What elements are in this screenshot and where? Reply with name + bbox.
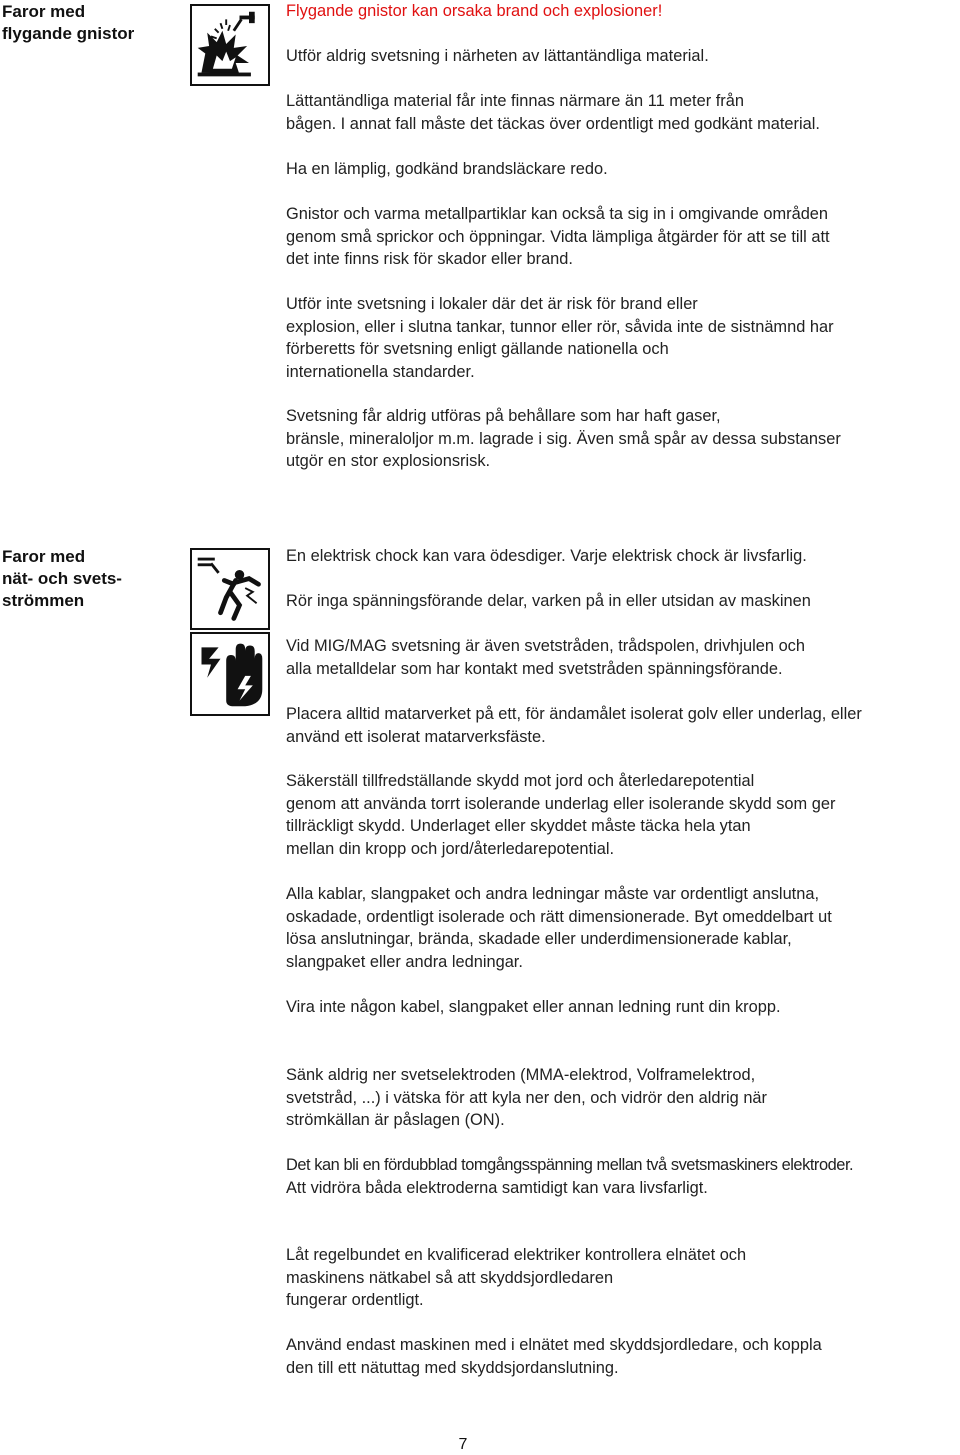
electric-hand-warning-icon xyxy=(190,632,270,716)
paragraph-line: Säkerställ tillfredställande skydd mot jord och återledarepotential xyxy=(286,772,755,790)
paragraph-line: Placera alltid matarverket på ett, för ändamålet isolerat golv eller underlag, eller xyxy=(286,705,862,723)
section-title-line: Faror med xyxy=(2,547,86,566)
paragraph-line: genom små sprickor och öppningar. Vidta lämpliga åtgärder för att se till att xyxy=(286,227,830,246)
electric-paragraph-wire-feeder xyxy=(286,703,960,748)
electric-paragraph-grounded-outlet xyxy=(286,1334,960,1379)
section-title-line: flygande gnistor xyxy=(2,24,135,43)
paragraph-line: Det kan bli en fördubblad tomgångsspänning mellan två svetsmaskiners elektroder. xyxy=(286,1156,854,1174)
paragraph-line: Alla kablar, slangpaket och andra ledningar måste var ordentligt anslutna, xyxy=(286,885,820,903)
paragraph-line: använd ett isolerat matarverksfäste. xyxy=(286,727,546,746)
electric-paragraph-live-parts xyxy=(286,590,960,613)
paragraph-line: explosion, eller i slutna tankar, tunnor eller rör, såvida inte de sistnämnd har xyxy=(286,317,834,336)
fire-paragraph-extinguisher xyxy=(286,158,960,181)
paragraph-line: Vid MIG/MAG svetsning är även svetstråden, trådspolen, drivhjulen och xyxy=(286,637,805,655)
paragraph-line: Att vidröra båda elektroderna samtidigt kan vara livsfarligt. xyxy=(286,1178,708,1197)
electric-paragraph-mig-mag xyxy=(286,635,960,680)
fire-paragraph-closed-spaces xyxy=(286,293,960,383)
paragraph-line: Rör inga spänningsförande delar, varken på in eller utsidan av maskinen xyxy=(286,592,811,610)
electric-paragraph-shock-danger xyxy=(286,545,960,568)
paragraph-line: strömkällan är påslagen (ON). xyxy=(286,1111,505,1130)
paragraph-line: slangpaket eller andra ledningar. xyxy=(286,952,523,971)
paragraph-line: Svetsning får aldrig utföras på behållare som har haft gaser, xyxy=(286,407,721,425)
section-title-flying-sparks xyxy=(2,1,172,45)
page-number: 7 xyxy=(458,1436,468,1453)
electric-paragraph-ground-protection xyxy=(286,770,960,860)
fire-paragraph-no-welding-near-flammables xyxy=(286,45,960,68)
section-title-line: Faror med xyxy=(2,2,86,21)
paragraph-line: oskadade, ordentligt isolerade och rätt dimensionerade. Byt omeddelbart ut xyxy=(286,907,832,926)
paragraph-line: svetstråd, ...) i vätska för att kyla ner den, och vidrör den aldrig när xyxy=(286,1088,768,1107)
electric-shock-welding-icon xyxy=(190,548,270,630)
paragraph-line: bågen. I annat fall måste det täckas över ordentligt med godkänt material. xyxy=(286,114,820,133)
paragraph-line: Flygande gnistor kan orsaka brand och explosioner! xyxy=(286,2,663,20)
electric-paragraph-electrode-liquid xyxy=(286,1064,960,1132)
electric-paragraph-cables xyxy=(286,883,960,973)
paragraph-line: den till ett nätuttag med skyddsjordanslutning. xyxy=(286,1358,619,1377)
paragraph-line: maskinens nätkabel så att skyddsjordledaren xyxy=(286,1268,614,1287)
paragraph-line: alla metalldelar som har kontakt med svetstråden spänningsförande. xyxy=(286,659,783,678)
paragraph-line: Vira inte någon kabel, slangpaket eller annan ledning runt din kropp. xyxy=(286,998,781,1016)
section-title-line: strömmen xyxy=(2,591,85,610)
electric-paragraph-double-voltage xyxy=(286,1154,960,1199)
paragraph-line: lösa anslutningar, brända, skadade eller underdimensionerade kablar, xyxy=(286,930,792,949)
fire-explosion-warning-icon xyxy=(190,4,270,86)
fire-warning-headline xyxy=(286,0,960,23)
paragraph-line: Ha en lämplig, godkänd brandsläckare redo. xyxy=(286,160,608,178)
paragraph-line: Utför inte svetsning i lokaler där det är risk för brand eller xyxy=(286,295,698,313)
paragraph-line: Gnistor och varma metallpartiklar kan också ta sig in i omgivande områden xyxy=(286,205,829,223)
paragraph-line: genom att använda torrt isolerande underlag eller isolerande skydd som ger xyxy=(286,794,836,813)
paragraph-line: fungerar ordentligt. xyxy=(286,1291,424,1310)
paragraph-line: En elektrisk chock kan vara ödesdiger. Varje elektrisk chock är livsfarlig. xyxy=(286,547,807,565)
section-title-electric-current xyxy=(2,546,172,612)
paragraph-line: Sänk aldrig ner svetselektroden (MMA-elektrod, Volframelektrod, xyxy=(286,1066,756,1084)
paragraph-line: bränsle, mineraloljor m.m. lagrade i sig. Även små spår av dessa substanser xyxy=(286,429,841,448)
paragraph-line: Lättantändliga material får inte finnas närmare än 11 meter från xyxy=(286,92,744,110)
electric-paragraph-electrician-check xyxy=(286,1244,960,1312)
paragraph-line: det inte finns risk för skador eller brand. xyxy=(286,250,573,269)
fire-paragraph-containers xyxy=(286,405,960,473)
paragraph-line: förberetts för svetsning enligt gällande nationella och xyxy=(286,340,669,359)
paragraph-line: internationella standarder. xyxy=(286,362,475,381)
paragraph-line: tillräckligt skydd. Underlaget eller skyddet måste täcka hela ytan xyxy=(286,817,751,836)
paragraph-line: mellan din kropp och jord/återledarepotential. xyxy=(286,839,615,858)
fire-paragraph-sparks-openings xyxy=(286,203,960,271)
electric-paragraph-no-wrapping xyxy=(286,996,960,1019)
paragraph-line: Utför aldrig svetsning i närheten av lättantändliga material. xyxy=(286,47,709,65)
paragraph-line: Använd endast maskinen med i elnätet med skyddsjordledare, och koppla xyxy=(286,1336,822,1354)
section-title-line: nät- och svets- xyxy=(2,569,122,588)
fire-paragraph-distance xyxy=(286,90,960,135)
paragraph-line: utgör en stor explosionsrisk. xyxy=(286,452,491,471)
paragraph-line: Låt regelbundet en kvalificerad elektriker kontrollera elnätet och xyxy=(286,1246,747,1264)
